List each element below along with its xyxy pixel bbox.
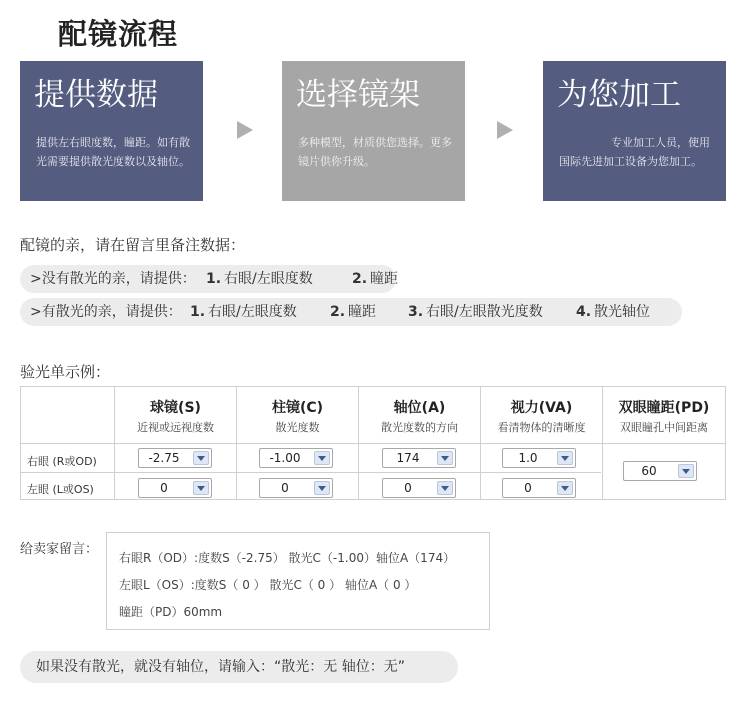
no-astig-num-1: 1. bbox=[206, 271, 222, 287]
rx-heading: 验光单示例： bbox=[20, 363, 111, 381]
astig-item-4: 散光轴位 bbox=[594, 304, 650, 320]
chevron-down-icon[interactable] bbox=[437, 451, 453, 465]
step-description: 专业加工人员，使用国际先进加工设备为您加工。 bbox=[559, 136, 710, 168]
play-arrow-icon bbox=[497, 121, 513, 139]
col-sphere-sub: 近视或远视度数 bbox=[137, 421, 214, 434]
chevron-down-icon[interactable] bbox=[557, 451, 573, 465]
no-astig-num-2: 2. bbox=[352, 271, 368, 287]
astig-num-4: 4. bbox=[576, 304, 592, 320]
row-label-right-eye: 右眼 (R或OD) bbox=[27, 455, 97, 468]
col-pd-sub: 双眼瞳孔中间距离 bbox=[620, 421, 708, 434]
chevron-down-icon[interactable] bbox=[437, 481, 453, 495]
col-va-title: 视力(VA) bbox=[510, 400, 573, 416]
message-line-right-eye: 右眼R（OD）:度数S（-2.75） 散光C（-1.00）轴位A（174） bbox=[119, 551, 456, 565]
no-astig-item-1: 右眼/左眼度数 bbox=[224, 271, 313, 287]
play-arrow-icon bbox=[237, 121, 253, 139]
right-sphere-select[interactable]: -2.75 bbox=[138, 448, 212, 468]
footer-note bbox=[20, 651, 458, 683]
astig-item-3: 右眼/左眼散光度数 bbox=[426, 304, 543, 320]
no-astig-prefix: >没有散光的亲，请提供： bbox=[30, 271, 196, 287]
prescription-table bbox=[20, 386, 726, 500]
message-line-left-eye: 左眼L（OS）:度数S（ 0 ） 散光C（ 0 ） 轴位A（ 0 ） bbox=[119, 578, 417, 592]
message-label: 给卖家留言： bbox=[20, 542, 99, 557]
right-axis-select[interactable]: 174 bbox=[382, 448, 456, 468]
step-description: 提供左右眼度数，瞳距。如有散光需要提供散光度数以及轴位。 bbox=[36, 136, 190, 168]
col-cylinder-title: 柱镜(C) bbox=[271, 400, 324, 416]
pd-select[interactable]: 60 bbox=[623, 461, 697, 481]
intro-text: 配镜的亲，请在留言里备注数据： bbox=[20, 236, 246, 254]
step-provide-data bbox=[20, 61, 203, 201]
page-title: 配镜流程 bbox=[58, 17, 179, 51]
step-title: 提供数据 bbox=[34, 77, 158, 113]
astigmatism-info bbox=[20, 298, 682, 326]
left-axis-select[interactable]: 0 bbox=[382, 478, 456, 498]
col-va-sub: 看清物体的清晰度 bbox=[497, 421, 586, 434]
step-choose-frame bbox=[282, 61, 465, 201]
step-processing bbox=[543, 61, 726, 201]
astig-num-1: 1. bbox=[190, 304, 206, 320]
chevron-down-icon[interactable] bbox=[314, 451, 330, 465]
message-line-pd: 瞳距（PD）60mm bbox=[119, 605, 223, 619]
right-va-select[interactable]: 1.0 bbox=[502, 448, 576, 468]
astig-num-3: 3. bbox=[408, 304, 424, 320]
astig-num-2: 2. bbox=[330, 304, 346, 320]
col-axis-title: 轴位(A) bbox=[393, 400, 446, 416]
chevron-down-icon[interactable] bbox=[678, 464, 694, 478]
no-astigmatism-info bbox=[20, 265, 396, 293]
chevron-down-icon[interactable] bbox=[557, 481, 573, 495]
chevron-down-icon[interactable] bbox=[193, 451, 209, 465]
left-va-select[interactable]: 0 bbox=[502, 478, 576, 498]
col-sphere-title: 球镜(S) bbox=[150, 400, 201, 416]
step-title: 为您加工 bbox=[557, 77, 681, 113]
step-title: 选择镜架 bbox=[296, 77, 420, 113]
step-description: 多种模型，材质供您选择。更多镜片供你升级。 bbox=[298, 136, 452, 168]
col-axis-sub: 散光度数的方向 bbox=[381, 421, 458, 434]
col-pd-title: 双眼瞳距(PD) bbox=[618, 400, 710, 416]
right-cylinder-select[interactable]: -1.00 bbox=[259, 448, 333, 468]
left-cylinder-select[interactable]: 0 bbox=[259, 478, 333, 498]
chevron-down-icon[interactable] bbox=[193, 481, 209, 495]
message-example-box bbox=[106, 532, 490, 630]
chevron-down-icon[interactable] bbox=[314, 481, 330, 495]
left-sphere-select[interactable]: 0 bbox=[138, 478, 212, 498]
row-label-left-eye: 左眼 (L或OS) bbox=[27, 483, 94, 496]
astig-item-2: 瞳距 bbox=[348, 304, 376, 320]
astig-item-1: 右眼/左眼度数 bbox=[208, 304, 297, 320]
no-astig-item-2: 瞳距 bbox=[370, 271, 398, 287]
footer-note-text: 如果没有散光，就没有轴位，请输入：“散光：无 轴位：无” bbox=[36, 659, 405, 675]
astig-prefix: >有散光的亲，请提供： bbox=[30, 304, 182, 320]
col-cylinder-sub: 散光度数 bbox=[275, 421, 320, 434]
